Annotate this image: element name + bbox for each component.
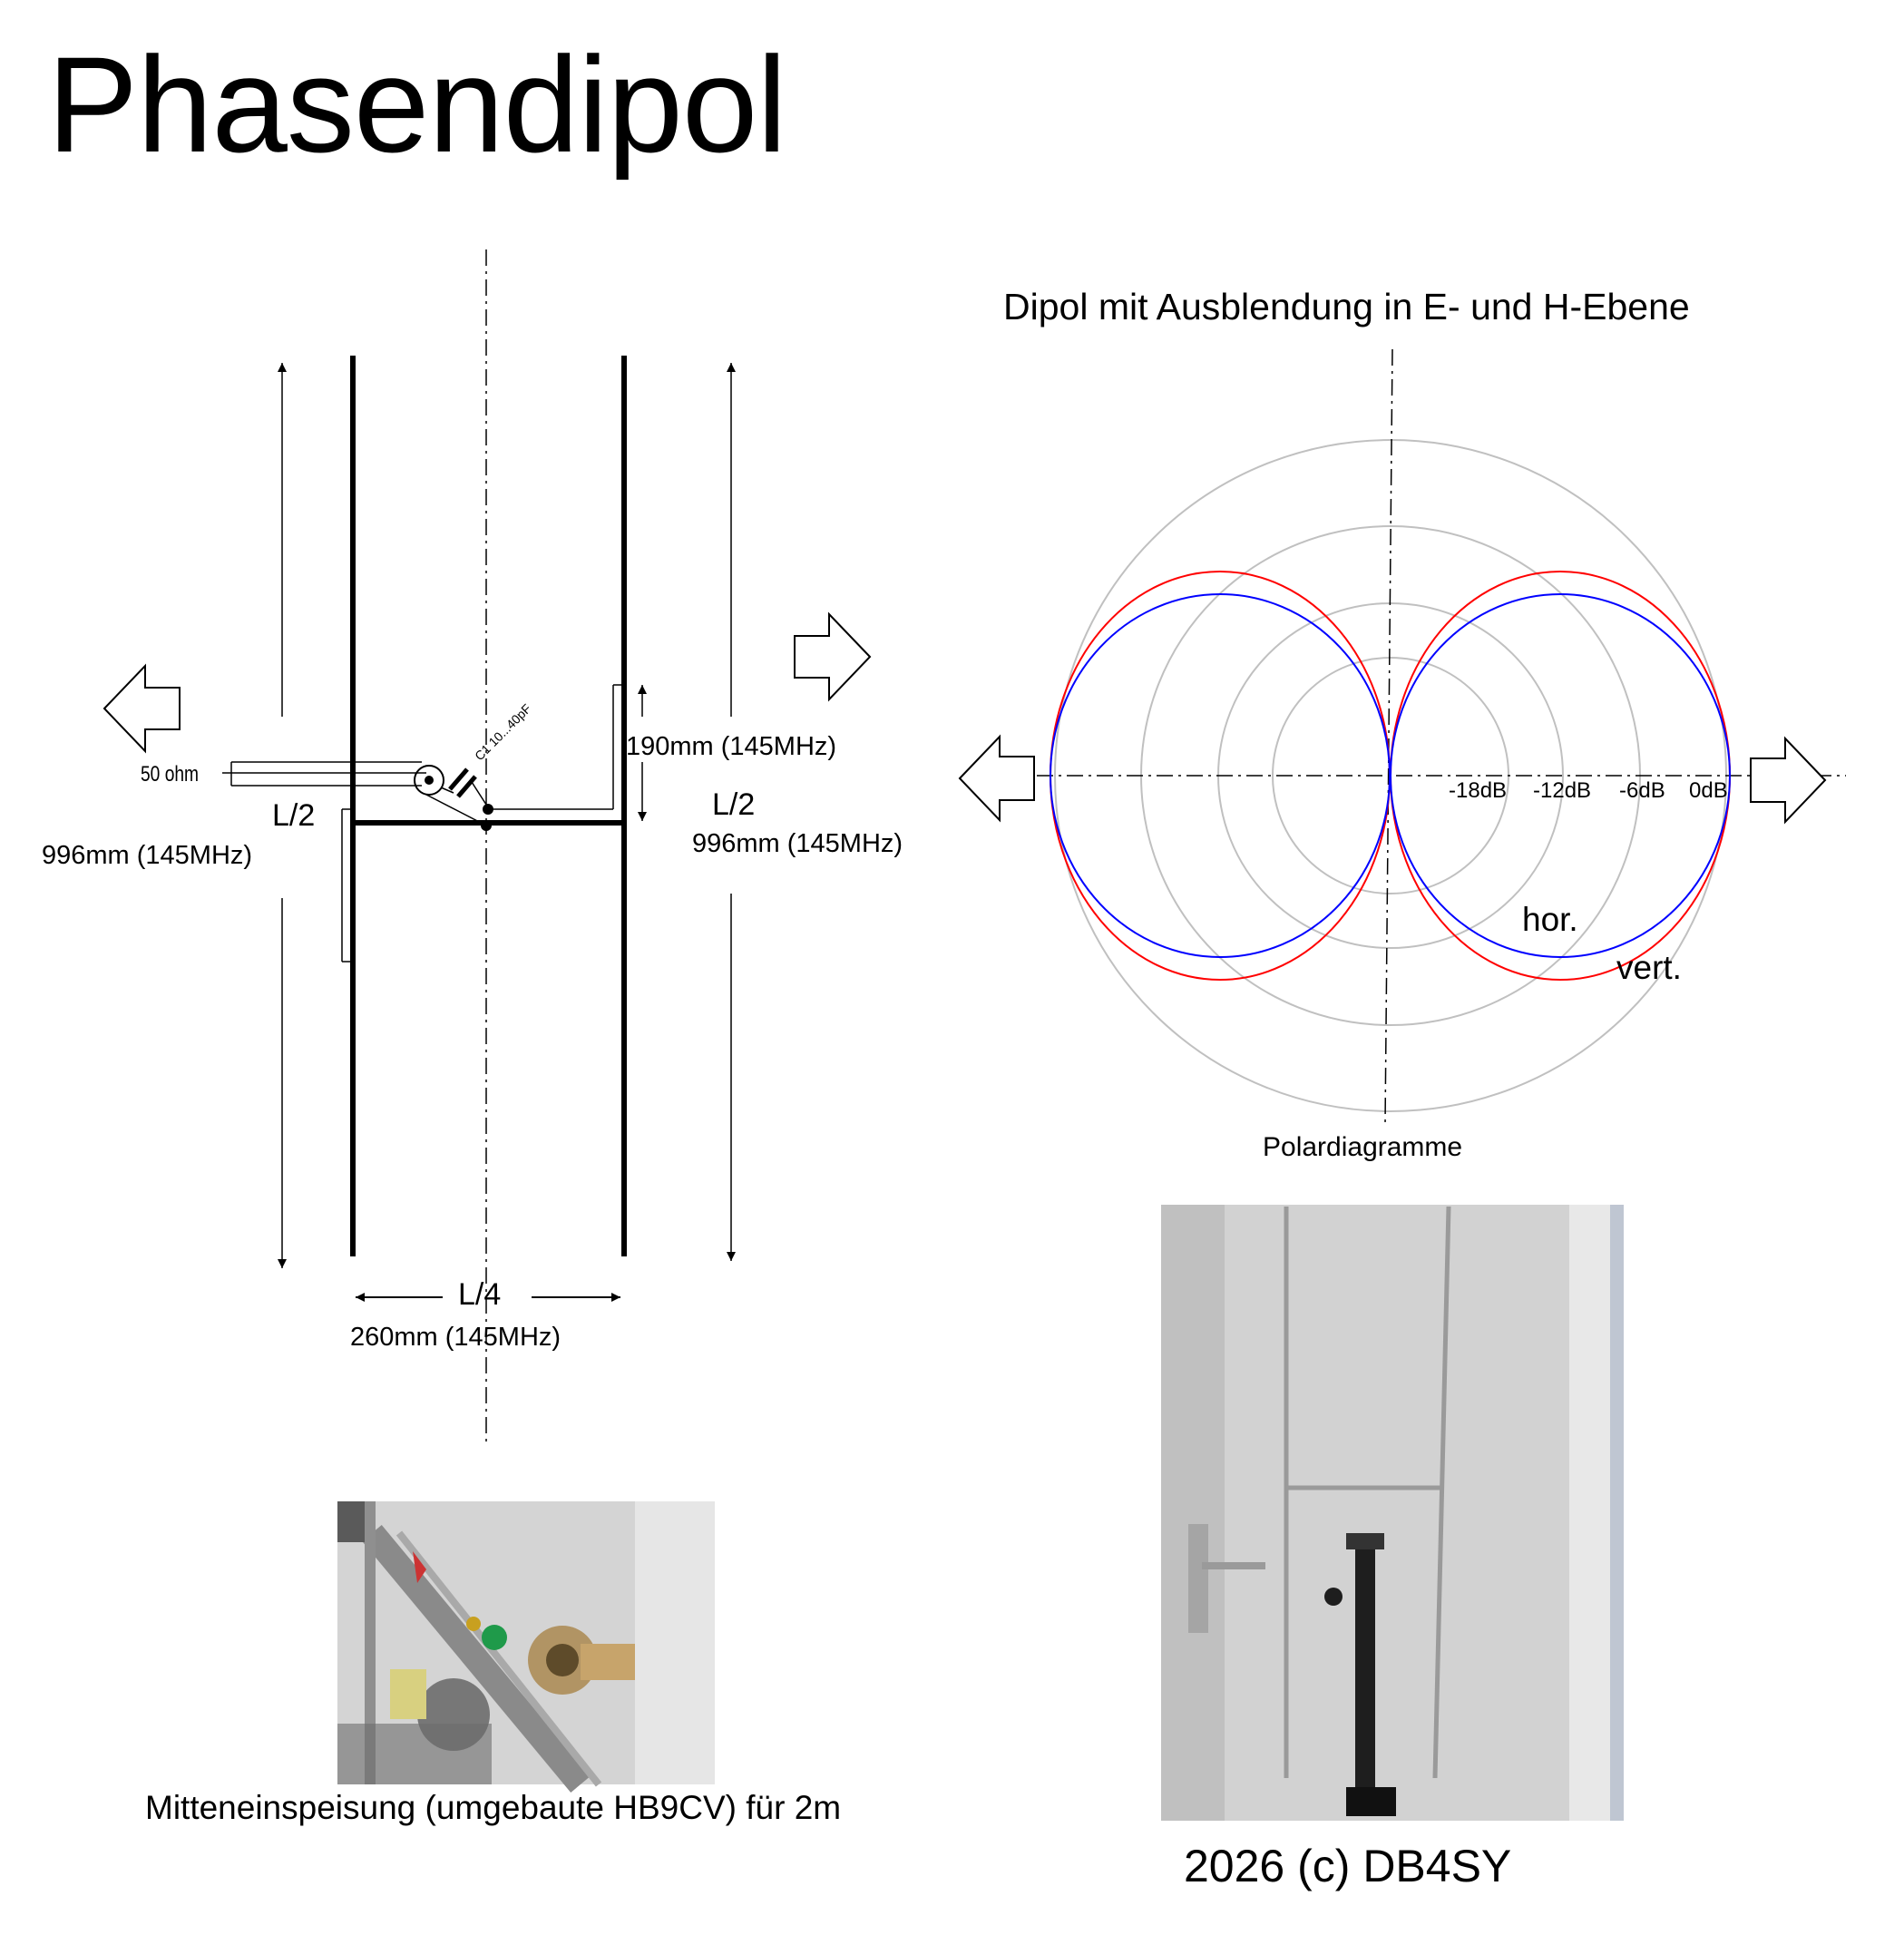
feed-height-label: 190mm (145MHz) [626, 732, 837, 761]
capacitor-label: C1 10...40pF [472, 700, 534, 764]
ring-label-6db: -6dB [1619, 778, 1665, 803]
polar-caption: Polardiagramme [1263, 1132, 1463, 1162]
spacing-length-label: 260mm (145MHz) [350, 1323, 561, 1352]
direction-arrow-left-icon [104, 666, 180, 751]
ring-label-0db: 0dB [1689, 778, 1728, 803]
photo-antenna-mounted [1161, 1205, 1624, 1821]
polar-arrow-right-icon [1751, 738, 1825, 822]
polar-arrow-left-icon [960, 737, 1034, 820]
left-element-label: L/2 [272, 798, 316, 833]
ring-label-12db: -12dB [1533, 778, 1592, 803]
legend-hor: hor. [1522, 901, 1578, 938]
spacing-label: L/4 [458, 1277, 502, 1312]
feed-photo-caption: Mitteneinspeisung (umgebaute HB9CV) für 2m [145, 1789, 842, 1826]
copyright-label: 2026 (c) DB4SY [1184, 1841, 1512, 1891]
direction-arrow-right-icon [795, 614, 870, 699]
photo-feed-point [337, 1501, 715, 1784]
ring-label-18db: -18dB [1449, 778, 1508, 803]
right-element-label: L/2 [712, 787, 756, 822]
right-length-label: 996mm (145MHz) [692, 829, 903, 858]
left-length-label: 996mm (145MHz) [42, 841, 253, 870]
polar-title: Dipol mit Ausblendung in E- und H-Ebene [1003, 286, 1690, 327]
page-title: Phasendipol [47, 28, 786, 181]
legend-vert: vert. [1616, 949, 1682, 986]
feed-impedance-label: 50 ohm [141, 762, 200, 787]
polar-diagram [960, 349, 1846, 1125]
